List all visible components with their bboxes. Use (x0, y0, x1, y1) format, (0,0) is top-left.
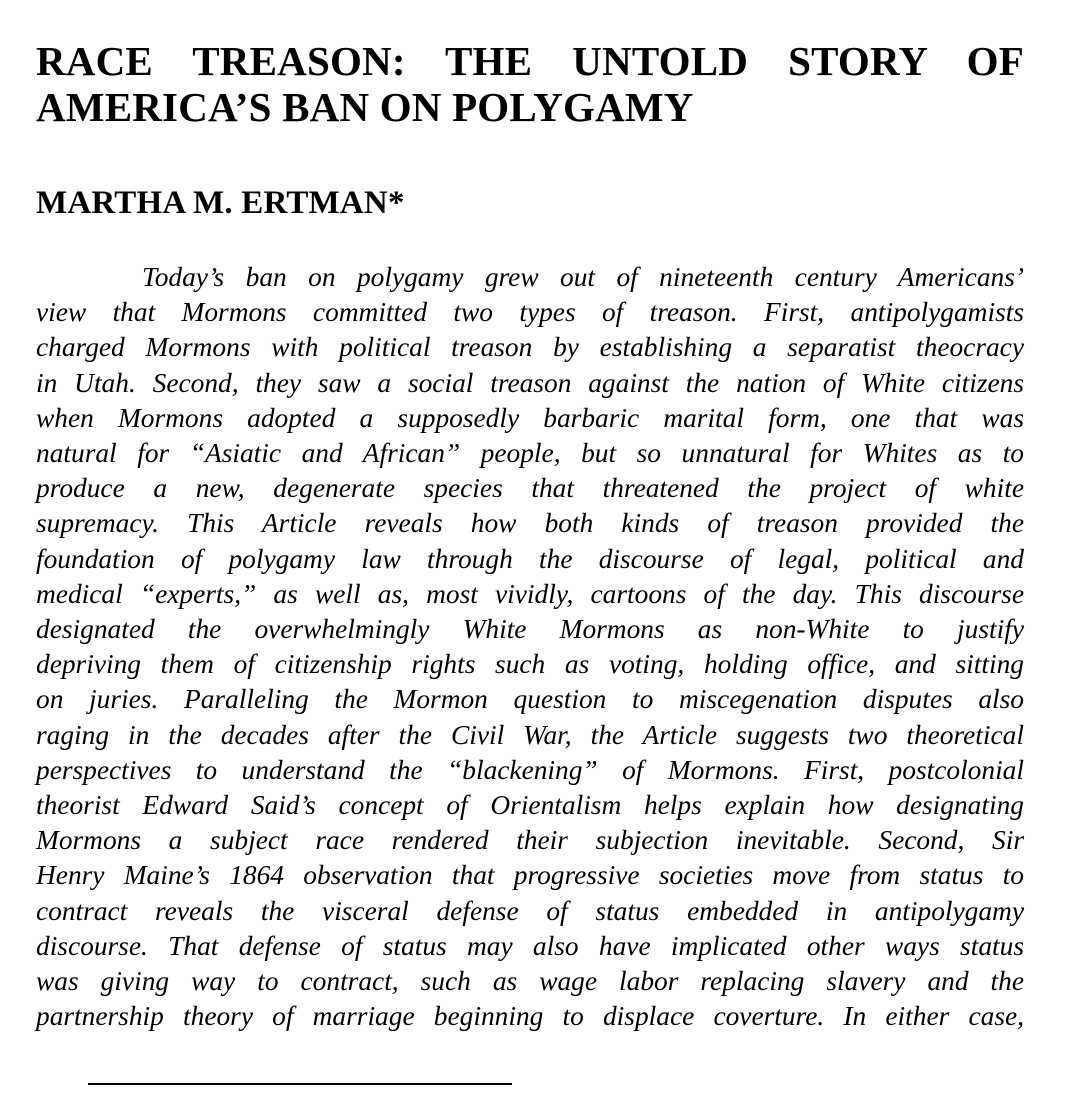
abstract-line: charged Mormons with political treason by establishing a separatist theocracy (36, 332, 1024, 363)
abstract-line: medical “experts,” as well as, most vividly, cartoons of the day. This discourse (36, 578, 1024, 609)
abstract-line: natural for “Asiatic and African” people, but so unnatural for Whites as to (36, 438, 1024, 469)
abstract-line: discourse. That defense of status may also have implicated other ways status (36, 930, 1024, 961)
abstract-line: Mormons a subject race rendered their subjection inevitable. Second, Sir (36, 825, 1024, 856)
title-line-2: AMERICA’S BAN ON POLYGAMY (36, 84, 694, 130)
abstract-line: was giving way to contract, such as wage labor replacing slavery and the (36, 966, 1024, 997)
abstract-line: in Utah. Second, they saw a social treason against the nation of White citizens (36, 367, 1024, 398)
abstract-line: foundation of polygamy law through the discourse of legal, political and (36, 543, 1024, 574)
abstract-line: when Mormons adopted a supposedly barbaric marital form, one that was (36, 402, 1024, 433)
abstract-line: on juries. Paralleling the Mormon question to miscegenation disputes also (36, 684, 1024, 715)
abstract-line: contract reveals the visceral defense of status embedded in antipolygamy (36, 895, 1024, 926)
abstract-line: raging in the decades after the Civil War, the Article suggests two theoretical (36, 719, 1024, 750)
paper-page (36, 38, 1024, 1032)
abstract-line: depriving them of citizenship rights such as voting, holding office, and sitting (36, 649, 1024, 680)
abstract-line: Henry Maine’s 1864 observation that progressive societies move from status to (36, 860, 1024, 891)
abstract-line: theorist Edward Said’s concept of Orientalism helps explain how designating (36, 790, 1024, 821)
abstract-line: partnership theory of marriage beginning to displace coverture. In either case, (36, 1001, 1024, 1032)
abstract-line: view that Mormons committed two types of treason. First, antipolygamists (36, 297, 1024, 328)
footnote-separator-rule (88, 1083, 512, 1085)
title-line-1: RACE TREASON: THE UNTOLD STORY OF (36, 38, 1024, 84)
abstract-line: Today’s ban on polygamy grew out of nineteenth century Americans’ (142, 262, 1024, 292)
abstract-line: produce a new, degenerate species that threatened the project of white (36, 473, 1024, 504)
abstract-line: designated the overwhelmingly White Mormons as non-White to justify (36, 614, 1024, 645)
article-title (36, 38, 1024, 130)
abstract-line: supremacy. This Article reveals how both kinds of treason provided the (36, 508, 1024, 539)
author-name: MARTHA M. ERTMAN* (36, 185, 405, 221)
abstract-paragraph (36, 260, 1024, 1034)
abstract-line: perspectives to understand the “blackening” of Mormons. First, postcolonial (36, 754, 1024, 785)
